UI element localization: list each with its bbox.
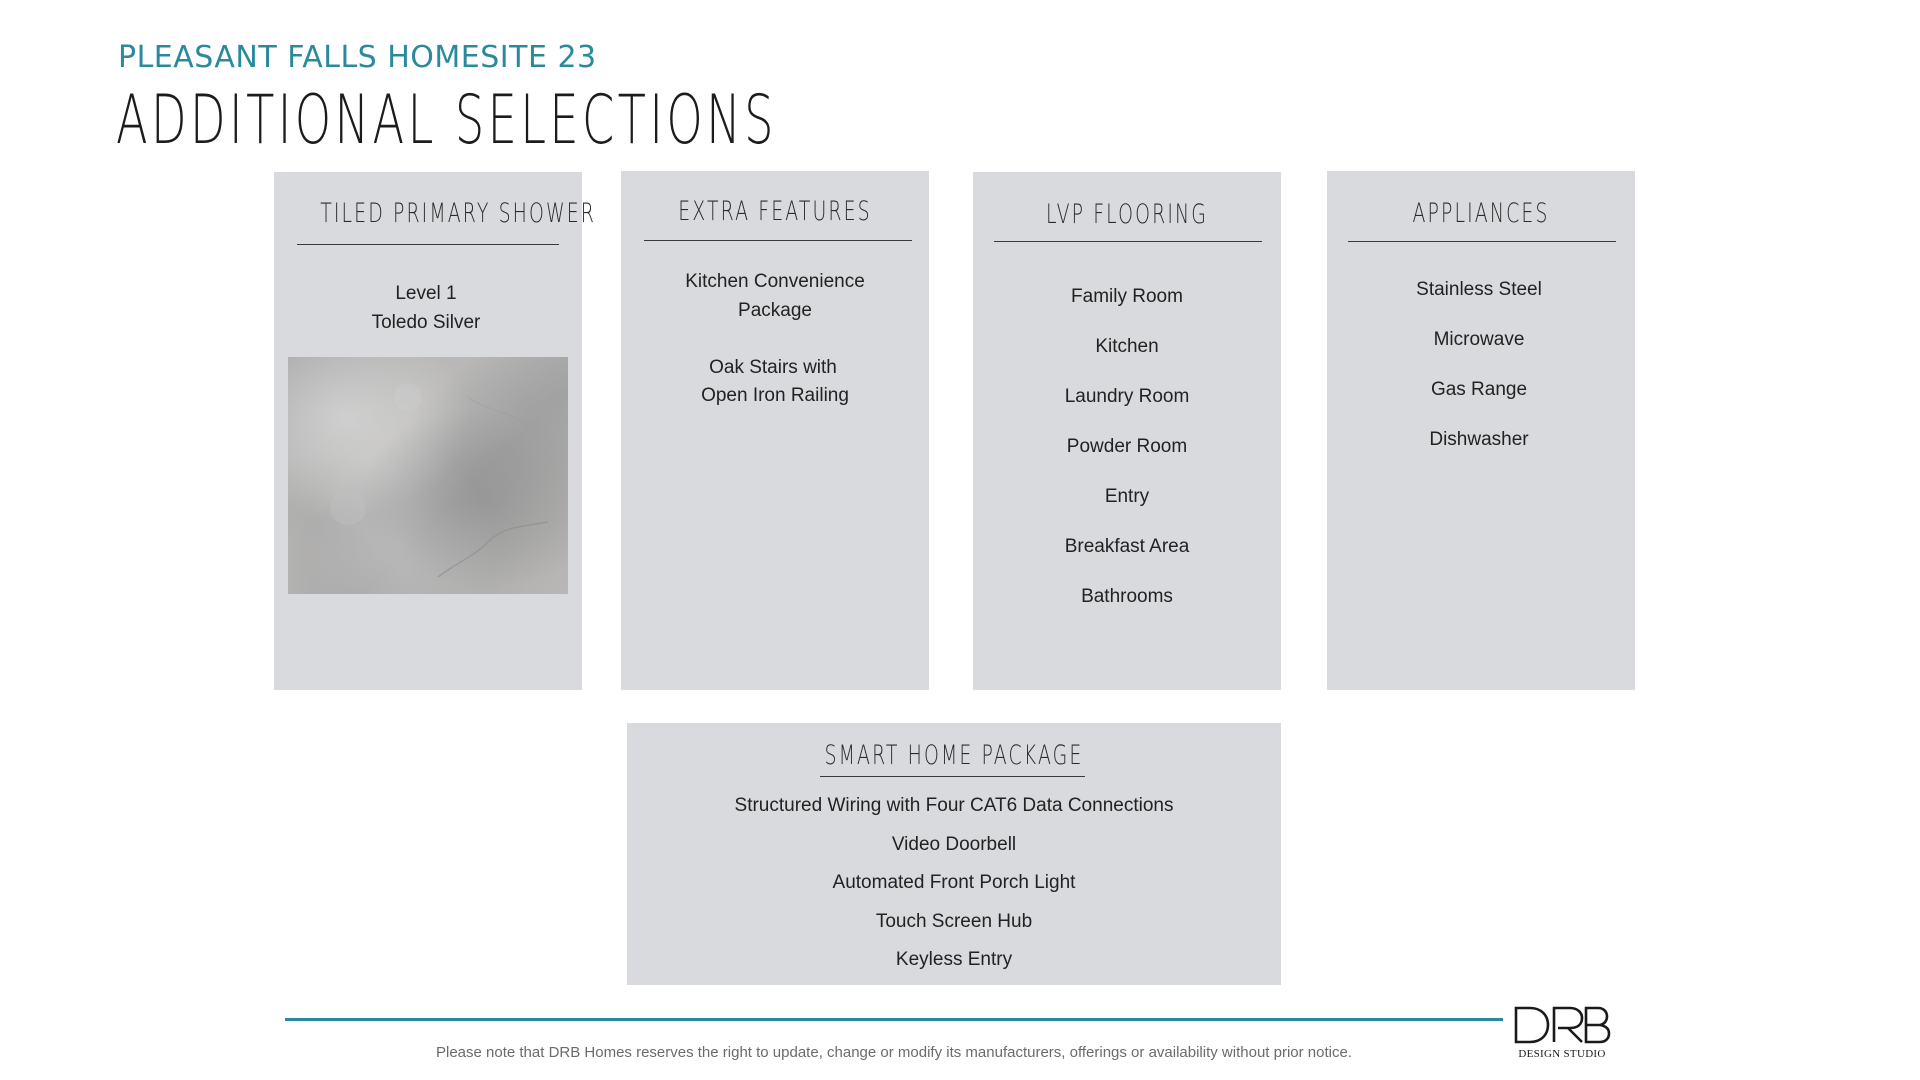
list-item: Level 1: [395, 283, 457, 304]
card-heading: TILED PRIMARY SHOWER: [320, 198, 597, 229]
card-heading: APPLIANCES: [1412, 198, 1550, 229]
card-appliances: [1327, 171, 1635, 690]
list-item: Open Iron Railing: [701, 385, 849, 406]
list-item: Automated Front Porch Light: [832, 872, 1076, 893]
list-item: Structured Wiring with Four CAT6 Data Connections: [734, 795, 1174, 816]
list-item: Breakfast Area: [1064, 536, 1190, 557]
list-item: Gas Range: [1430, 379, 1528, 400]
list-item: Video Doorbell: [891, 834, 1017, 855]
list-item: Family Room: [1071, 286, 1183, 307]
card-lvp-flooring: [973, 172, 1281, 690]
homesite-subtitle: PLEASANT FALLS HOMESITE 23: [118, 40, 597, 75]
stone-tile-swatch-icon: [288, 357, 568, 594]
page-title: ADDITIONAL SELECTIONS: [116, 81, 777, 160]
list-item: Laundry Room: [1064, 386, 1190, 407]
stone-texture: [288, 357, 568, 594]
list-item: Package: [738, 300, 812, 321]
card-heading: EXTRA FEATURES: [678, 196, 872, 227]
logo-tagline: DESIGN STUDIO: [1518, 1048, 1606, 1060]
footer-divider: [285, 1018, 1503, 1021]
list-item: Powder Room: [1066, 436, 1188, 457]
heading-divider: [1348, 241, 1616, 242]
card-tiled-primary-shower: [274, 172, 597, 690]
card-smart-home-package: [627, 723, 1281, 985]
card-heading: SMART HOME PACKAGE: [824, 740, 1084, 771]
list-item: Kitchen: [1095, 336, 1159, 357]
card-heading: LVP FLOORING: [1046, 199, 1208, 230]
heading-divider: [994, 241, 1262, 242]
list-item: Touch Screen Hub: [875, 911, 1033, 932]
footer-disclaimer: Please note that DRB Homes reserves the right to update, change or modify its manufacturers, offerings or availability without prior notice.: [435, 1044, 1352, 1061]
list-item: Oak Stairs with: [709, 357, 837, 378]
heading-divider: [297, 244, 559, 245]
list-item: Dishwasher: [1429, 429, 1529, 450]
list-item: Keyless Entry: [895, 949, 1013, 970]
list-item: Bathrooms: [1081, 586, 1173, 607]
heading-divider: [820, 776, 1085, 777]
list-item: Microwave: [1433, 329, 1525, 350]
list-item: Stainless Steel: [1416, 279, 1542, 300]
list-item: Kitchen Convenience: [685, 271, 865, 292]
card-extra-features: [621, 171, 929, 690]
list-item: Toledo Silver: [371, 312, 481, 333]
heading-divider: [644, 240, 912, 241]
list-item: Entry: [1104, 486, 1150, 507]
